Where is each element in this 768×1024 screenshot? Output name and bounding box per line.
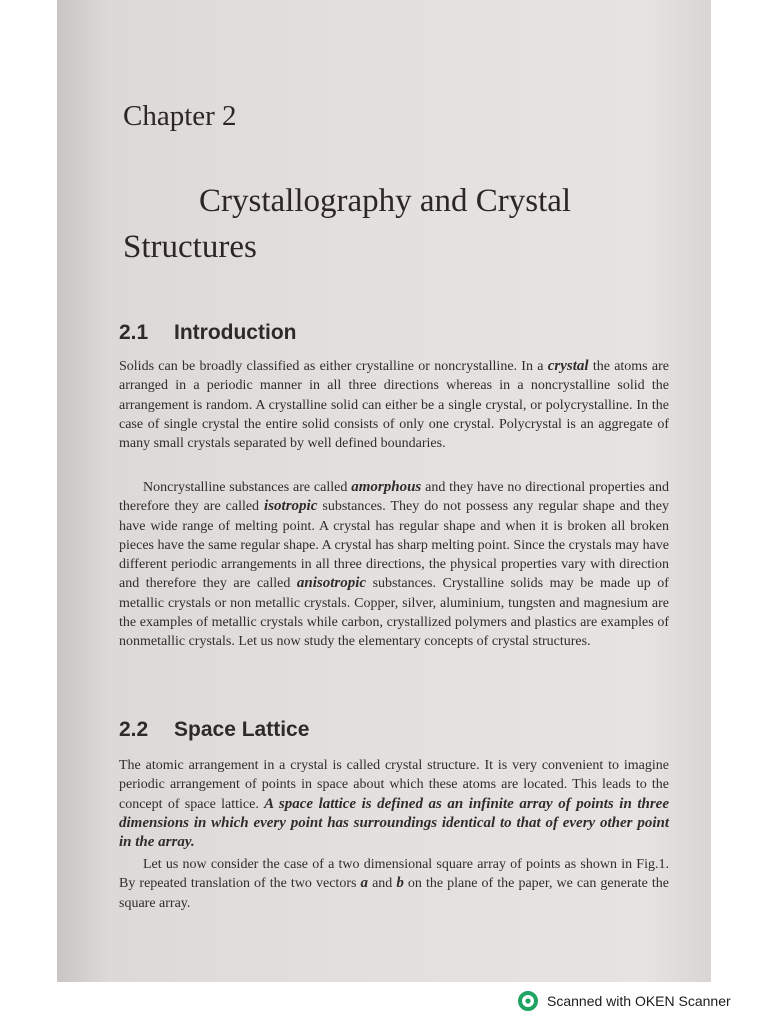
section-title: Space Lattice: [174, 718, 310, 741]
chapter-title-line-1: Crystallography and Crystal: [199, 183, 572, 219]
definition-space-lattice: A space lattice is defined as an infinite array of points in three dimensions in which every point has surroundings identical to that of every other point in the array.: [119, 795, 670, 851]
section-number: 2.1: [119, 321, 149, 344]
scanner-watermark: [517, 990, 767, 1012]
chapter-title: [123, 178, 673, 270]
scanner-logo-icon: [517, 990, 539, 1012]
text-run: substances. They do not possess any regular shape and they have wide range of melting point. A crystal has regular shape and when it is broken all broken pieces have the same regular shape. A crystal has sharp melting point. Since the crystals may have different periodic arrangements in all three directions, the physical properties vary with direction and therefore they are called: [119, 499, 669, 592]
section-heading-introduction: [119, 321, 519, 345]
scanner-watermark-text: Scanned with OKEN Scanner: [547, 993, 731, 1009]
vector-a: a: [360, 875, 368, 892]
keyword-amorphous: amorphous: [351, 479, 422, 495]
keyword-crystal: crystal: [547, 358, 589, 374]
text-run: substances. Crystalline solids may be made up of metallic crystals or non metallic crystals. Copper, silver, aluminium, tungsten and magnesium are the examples of metallic crystals while carbon, crystallized polymers and plastics are examples of nonmetallic crystals. Let us now study the elementary concepts of crystal structures.: [119, 576, 669, 650]
keyword-anisotropic: anisotropic: [296, 575, 367, 592]
text-run: and: [368, 876, 397, 892]
text-run: Let us now consider the case of a two dimensional square array of points as shown in Fig.1. By repeated translation of the two vectors: [119, 857, 669, 892]
paragraph-lattice-2: [119, 855, 669, 913]
vector-b: b: [396, 875, 404, 892]
keyword-isotropic: isotropic: [264, 498, 318, 515]
section-heading-space-lattice: [119, 718, 519, 742]
section-number: 2.2: [119, 718, 149, 741]
text-run: Solids can be broadly classified as either crystalline or noncrystalline. In a: [119, 359, 548, 374]
text-run: and they have no directional properties and therefore they are called: [119, 480, 669, 515]
chapter-label: Chapter 2: [123, 100, 237, 132]
paragraph-intro-1: [119, 357, 669, 453]
scanned-photo: [57, 0, 711, 982]
text-run: on the plane of the paper, we can generate the square array.: [119, 876, 669, 911]
paragraph-lattice-1: [119, 756, 669, 852]
text-run: the atoms are arranged in a periodic manner in all three directions whereas in a noncrystalline solid the arrangement is random. A crystalline solid can either be a single crystal, or polycrystalline. In the case of single crystal the entire solid consists of only one crystal. Polycrystal is an aggregate of many small crystals separated by well defined boundaries.: [119, 359, 669, 452]
chapter-title-line-2: Structures: [123, 229, 257, 265]
paragraph-intro-2: [119, 478, 669, 652]
text-run: The atomic arrangement in a crystal is called crystal structure. It is very convenient to imagine periodic arrangement of points in space about which these atoms are located. This leads to the concept of space lattice.: [119, 758, 669, 812]
text-run: Noncrystalline substances are called: [143, 480, 352, 495]
section-title: Introduction: [174, 321, 297, 344]
